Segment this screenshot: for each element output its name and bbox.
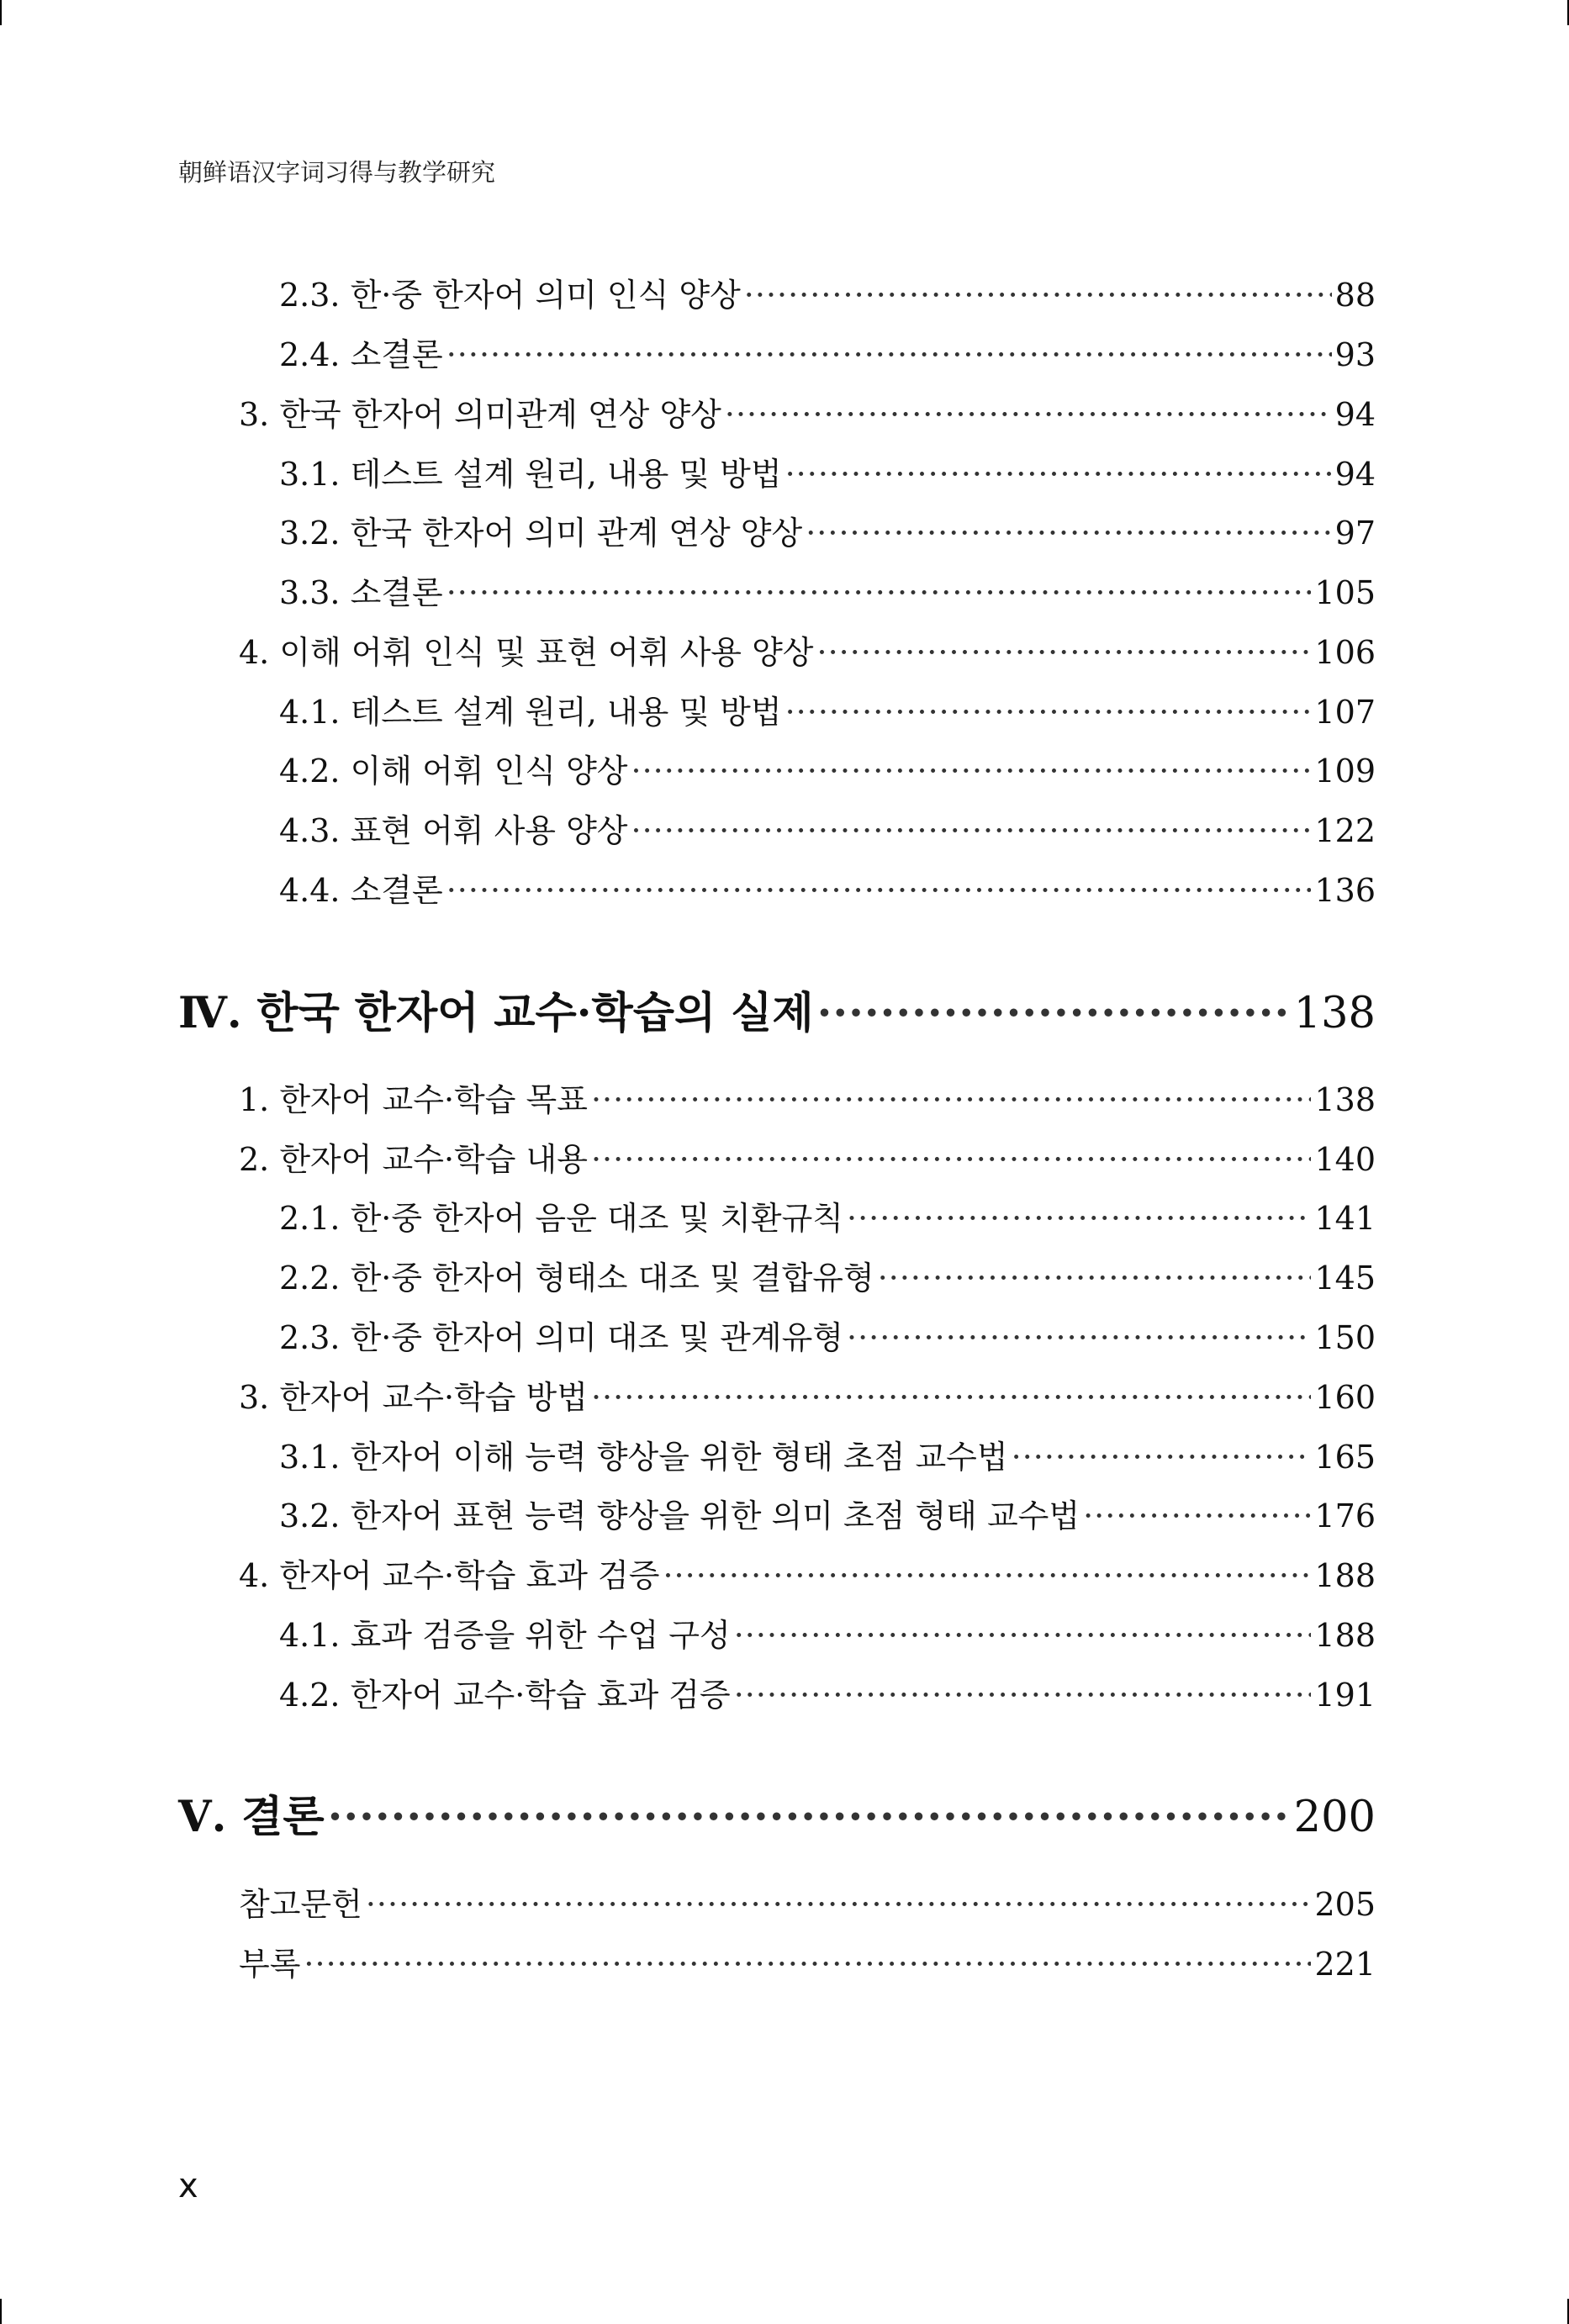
toc-entry[interactable] <box>239 1138 1376 1180</box>
toc-entry-page: 165 <box>1314 1439 1376 1476</box>
toc-entry-page: 107 <box>1314 694 1376 731</box>
toc-entry-label: 3.1. 한자어 이해 능력 향상을 위한 형태 초점 교수법 <box>279 1439 1008 1476</box>
toc-entry-page: 221 <box>1314 1946 1376 1983</box>
toc-entry[interactable] <box>279 572 1376 614</box>
toc-entry[interactable] <box>279 869 1376 911</box>
toc-entry-page: 205 <box>1314 1886 1376 1923</box>
toc-entry-label: 4.4. 소결론 <box>279 872 443 909</box>
toc-entry-page: 93 <box>1334 336 1376 373</box>
toc-entry-label: 4.1. 테스트 설계 원리, 내용 및 방법 <box>279 694 782 731</box>
toc-leader-dots <box>725 393 1332 436</box>
toc-leader-dots <box>328 1790 1291 1844</box>
toc-leader-dots <box>446 572 1312 614</box>
toc-entry[interactable] <box>279 334 1376 376</box>
toc-entry[interactable] <box>279 750 1376 792</box>
toc-leader-dots <box>744 274 1332 316</box>
toc-entry[interactable] <box>239 1883 1376 1925</box>
toc-entry-page: 191 <box>1314 1677 1376 1714</box>
toc-entry[interactable] <box>279 512 1376 554</box>
toc-leader-dots <box>817 986 1291 1040</box>
toc-entry-label: 참고문헌 <box>239 1886 362 1923</box>
toc-entry[interactable] <box>279 691 1376 733</box>
toc-entry[interactable] <box>279 1197 1376 1239</box>
toc-entry-label: 4.2. 한자어 교수·학습 효과 검증 <box>279 1677 731 1714</box>
toc-entry-page: 109 <box>1314 753 1376 790</box>
toc-entry[interactable] <box>279 1317 1376 1359</box>
crop-mark-top-left <box>0 0 2 25</box>
toc-leader-dots <box>631 810 1312 852</box>
page-number: x <box>178 2167 198 2205</box>
toc-entry-page: 188 <box>1314 1617 1376 1654</box>
toc-entry-label: 2.2. 한·중 한자어 형태소 대조 및 결합유형 <box>279 1260 874 1297</box>
toc-entry-label: 3.1. 테스트 설계 원리, 내용 및 방법 <box>279 456 782 493</box>
toc-entry-page: 97 <box>1334 515 1376 552</box>
toc-entry-label: 3. 한자어 교수·학습 방법 <box>239 1379 588 1416</box>
toc-leader-dots <box>1012 1436 1312 1478</box>
toc-entry-label: 부록 <box>239 1946 301 1983</box>
toc-entry-page: 188 <box>1314 1557 1376 1594</box>
toc-leader-dots <box>304 1943 1311 1985</box>
toc-leader-dots <box>631 750 1312 792</box>
toc-entry-page: 105 <box>1314 574 1376 611</box>
toc-chapter-heading[interactable] <box>178 1790 1376 1844</box>
toc-entry-page: 88 <box>1334 277 1376 314</box>
toc-entry-label: 2.3. 한·중 한자어 의미 인식 양상 <box>279 277 741 314</box>
toc-entry-page: 141 <box>1314 1200 1376 1237</box>
toc-leader-dots <box>591 1079 1312 1121</box>
toc-entry[interactable] <box>239 1943 1376 1985</box>
toc-entry-label: Ⅳ. 한국 한자어 교수·학습의 실제 <box>178 988 814 1038</box>
toc-entry-label: 3.3. 소결론 <box>279 574 443 611</box>
toc-entry[interactable] <box>279 274 1376 316</box>
toc-entry[interactable] <box>239 1079 1376 1121</box>
toc-entry-page: 106 <box>1314 634 1376 671</box>
toc-entry-label: 4. 한자어 교수·학습 효과 검증 <box>239 1557 660 1594</box>
toc-entry-page: 176 <box>1314 1497 1376 1534</box>
toc-leader-dots <box>591 1376 1312 1418</box>
toc-leader-dots <box>847 1317 1311 1359</box>
toc-leader-dots <box>1083 1495 1311 1537</box>
toc-leader-dots <box>785 453 1332 495</box>
toc-entry-page: 200 <box>1293 1793 1376 1842</box>
toc-entry-page: 136 <box>1314 872 1376 909</box>
toc-entry-label: 2.1. 한·중 한자어 음운 대조 및 치환규칙 <box>279 1200 843 1237</box>
toc-entry-label: 3.2. 한자어 표현 능력 향상을 위한 의미 초점 형태 교수법 <box>279 1497 1080 1534</box>
toc-entry-label: 2.4. 소결론 <box>279 336 443 373</box>
toc-leader-dots <box>806 512 1331 554</box>
toc-entry[interactable] <box>239 1555 1376 1597</box>
toc-entry-label: 2.3. 한·중 한자어 의미 대조 및 관계유형 <box>279 1319 843 1356</box>
toc-leader-dots <box>817 631 1312 673</box>
toc-entry-page: 94 <box>1334 396 1376 433</box>
toc-entry-page: 150 <box>1314 1319 1376 1356</box>
toc-entry-page: 138 <box>1293 989 1376 1038</box>
toc-entry[interactable] <box>279 1257 1376 1299</box>
toc-entry-label: 3.2. 한국 한자어 의미 관계 연상 양상 <box>279 515 803 552</box>
toc-entry[interactable] <box>279 1614 1376 1656</box>
toc-chapter-heading[interactable] <box>178 986 1376 1040</box>
toc-entry-label: 4. 이해 어휘 인식 및 표현 어휘 사용 양상 <box>239 634 814 671</box>
toc-entry-page: 122 <box>1314 812 1376 849</box>
toc-leader-dots <box>446 869 1312 911</box>
toc-entry[interactable] <box>239 631 1376 673</box>
toc-leader-dots <box>446 334 1332 376</box>
crop-mark-bottom-left <box>0 2299 2 2324</box>
toc-entry[interactable] <box>279 1495 1376 1537</box>
toc-leader-dots <box>663 1555 1311 1597</box>
toc-leader-dots <box>734 1614 1312 1656</box>
toc-leader-dots <box>591 1138 1312 1180</box>
toc-entry[interactable] <box>279 810 1376 852</box>
toc-entry-page: 94 <box>1334 456 1376 493</box>
toc-entry-page: 160 <box>1314 1379 1376 1416</box>
toc-leader-dots <box>366 1883 1312 1925</box>
toc-entry[interactable] <box>279 453 1376 495</box>
toc-leader-dots <box>785 691 1312 733</box>
toc-entry-page: 140 <box>1314 1141 1376 1178</box>
toc-leader-dots <box>878 1257 1312 1299</box>
toc-entry-label: 3. 한국 한자어 의미관계 연상 양상 <box>239 396 721 433</box>
toc-entry[interactable] <box>239 393 1376 436</box>
toc-entry-page: 138 <box>1314 1081 1376 1118</box>
toc-entry-label: Ⅴ. 결론 <box>178 1792 325 1842</box>
toc-entry-label: 2. 한자어 교수·학습 내용 <box>239 1141 588 1178</box>
toc-leader-dots <box>734 1674 1312 1716</box>
toc-entry-page: 145 <box>1314 1260 1376 1297</box>
toc-entry[interactable] <box>279 1436 1376 1478</box>
toc-entry[interactable] <box>239 1376 1376 1418</box>
toc-leader-dots <box>847 1197 1311 1239</box>
running-header: 朝鲜语汉字词习得与教学研究 <box>178 158 496 187</box>
toc-entry[interactable] <box>279 1674 1376 1716</box>
toc-entry-label: 1. 한자어 교수·학습 목표 <box>239 1081 588 1118</box>
toc-entry-label: 4.3. 표현 어휘 사용 양상 <box>279 812 628 849</box>
toc-entry-label: 4.2. 이해 어휘 인식 양상 <box>279 753 628 790</box>
toc-entry-label: 4.1. 효과 검증을 위한 수업 구성 <box>279 1617 731 1654</box>
